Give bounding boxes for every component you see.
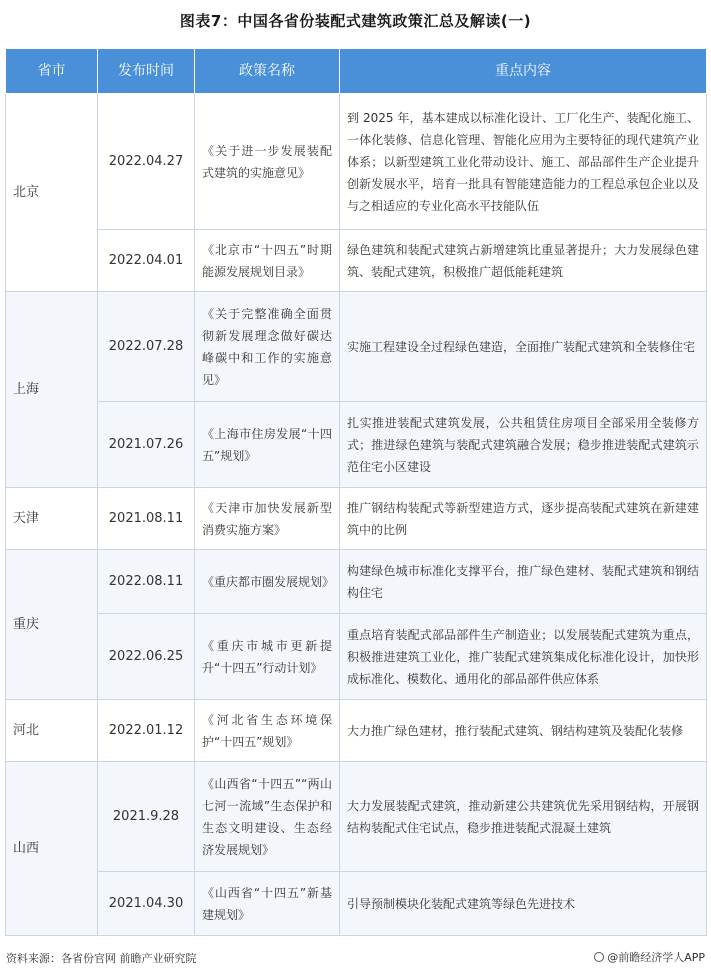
- column-header-province: 省市: [6, 49, 98, 94]
- date-cell: 2022.07.28: [98, 292, 195, 402]
- table-row: [6, 94, 707, 230]
- policy-name-cell: 《上海市住房发展“十四五”规划》: [195, 402, 340, 488]
- table-row: [6, 402, 707, 488]
- content-cell: 大力推广绿色建材，推行装配式建筑、钢结构建筑及装配化装修: [340, 700, 707, 762]
- column-header-policy-name: 政策名称: [195, 49, 340, 94]
- policy-name-cell: 《天津市加快发展新型消费实施方案》: [195, 488, 340, 550]
- policy-name-cell: 《重庆都市圈发展规划》: [195, 550, 340, 614]
- date-cell: 2021.04.30: [98, 872, 195, 936]
- policy-name-cell: 《北京市“十四五”时期能源发展规划目录》: [195, 230, 340, 292]
- source-note: 资料来源：各省份官网 前瞻产业研究院: [6, 952, 197, 965]
- province-cell: 重庆: [6, 550, 98, 700]
- date-cell: 2021.9.28: [98, 762, 195, 872]
- province-cell: 天津: [6, 488, 98, 550]
- table-row: [6, 762, 707, 872]
- content-cell: 绿色建筑和装配式建筑占新增建筑比重显著提升；大力发展绿色建筑、装配式建筑，积极推广超低能耗建筑: [340, 230, 707, 292]
- content-cell: 引导预制模块化装配式建筑等绿色先进技术: [340, 872, 707, 936]
- date-cell: 2022.04.27: [98, 94, 195, 230]
- page-title: 图表7：中国各省份装配式建筑政策汇总及解读(一): [179, 12, 532, 30]
- column-header-date: 发布时间: [98, 49, 195, 94]
- policy-name-cell: 《河北省生态环境保护“十四五”规划》: [195, 700, 340, 762]
- date-cell: 2022.08.11: [98, 550, 195, 614]
- brand-logo-icon: [594, 952, 604, 962]
- content-cell: 推广钢结构装配式等新型建造方式，逐步提高装配式建筑在新建建筑中的比例: [340, 488, 707, 550]
- column-header-content: 重点内容: [340, 49, 707, 94]
- date-cell: 2021.08.11: [98, 488, 195, 550]
- table-row: [6, 614, 707, 700]
- brand-label: @前瞻经济学人APP: [607, 951, 705, 964]
- table-row: [6, 292, 707, 402]
- content-cell: 实施工程建设全过程绿色建造，全面推广装配式建筑和全装修住宅: [340, 292, 707, 402]
- policy-name-cell: 《重庆市城市更新提升“十四五”行动计划》: [195, 614, 340, 700]
- content-cell: 重点培育装配式部品部件生产制造业；以发展装配式建筑为重点，积极推进建筑工业化，推广装配式建筑集成化标准化设计，加快形成标准化、模数化、通用化的部品部件供应体系: [340, 614, 707, 700]
- policy-table: [5, 48, 707, 936]
- policy-name-cell: 《山西省“十四五”新基建规划》: [195, 872, 340, 936]
- province-cell: 上海: [6, 292, 98, 488]
- table-row: [6, 230, 707, 292]
- content-cell: 到 2025 年，基本建成以标准化设计、工厂化生产、装配化施工、一体化装修、信息化管理、智能化应用为主要特征的现代建筑产业体系；以新型建筑工业化带动设计、施工、部品部件生产企业提升创新发展水平，培育一批具有智能建造能力的工程总承包企业以及与之相适应的专业化高水平技能队伍: [340, 94, 707, 230]
- province-cell: 北京: [6, 94, 98, 292]
- province-cell: 山西: [6, 762, 98, 936]
- date-cell: 2022.04.01: [98, 230, 195, 292]
- date-cell: 2021.07.26: [98, 402, 195, 488]
- table-row: [6, 872, 707, 936]
- brand-credit: [594, 949, 705, 965]
- table-row: [6, 550, 707, 614]
- table-row: [6, 700, 707, 762]
- content-cell: 扎实推进装配式建筑发展，公共租赁住房项目全部采用全装修方式；推进绿色建筑与装配式建筑融合发展；稳步推进装配式建筑示范住宅小区建设: [340, 402, 707, 488]
- content-cell: 构建绿色城市标准化支撑平台，推广绿色建材、装配式建筑和钢结构住宅: [340, 550, 707, 614]
- table-row: [6, 488, 707, 550]
- date-cell: 2022.06.25: [98, 614, 195, 700]
- table-header-row: [6, 49, 707, 94]
- province-cell: 河北: [6, 700, 98, 762]
- content-cell: 大力发展装配式建筑，推动新建公共建筑优先采用钢结构，开展钢结构装配式住宅试点，稳步推进装配式混凝土建筑: [340, 762, 707, 872]
- date-cell: 2022.01.12: [98, 700, 195, 762]
- policy-name-cell: 《关于完整准确全面贯彻新发展理念做好碳达峰碳中和工作的实施意见》: [195, 292, 340, 402]
- policy-name-cell: 《山西省“十四五”“两山七河一流域”生态保护和生态文明建设、生态经济发展规划》: [195, 762, 340, 872]
- policy-name-cell: 《关于进一步发展装配式建筑的实施意见》: [195, 94, 340, 230]
